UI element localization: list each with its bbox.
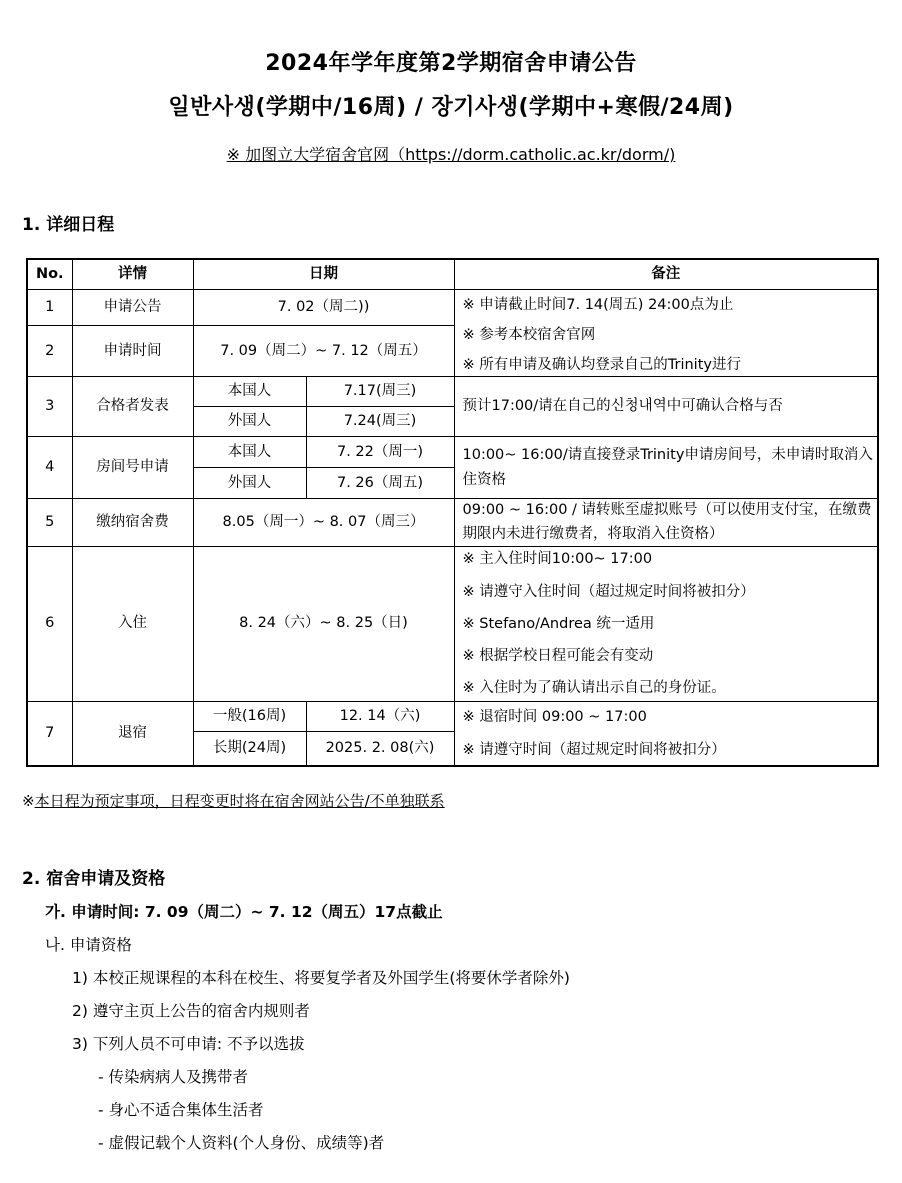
eligibility-item: 1) 本校正规课程的本科在校生、将要复学者及外国学生(将要休学者除外)	[72, 969, 570, 987]
row-date: 2025. 2. 08(六)	[306, 731, 454, 766]
row-no: 2	[27, 326, 72, 377]
notice-subtitle-categories: 일반사생(学期中/16周) / 장기사생(学期中+寒假/24周)	[168, 95, 734, 120]
row-no: 7	[27, 701, 72, 766]
row-note: ※ 退宿时间 09:00 ~ 17:00 ※ 请遵守时间（超过规定时间将被扣分）	[454, 701, 878, 766]
col-header-detail: 详情	[72, 259, 193, 290]
row-no: 4	[27, 437, 72, 499]
row-note: 预计17:00/请在自己的신청내역中可确认合格与否	[454, 377, 878, 437]
col-header-no: No.	[27, 259, 72, 290]
exclusion-item: - 身心不适合集体生活者	[98, 1101, 264, 1119]
row-date: 7.17(周三)	[306, 377, 454, 407]
row-subcategory: 外国人	[193, 468, 306, 499]
row-detail: 缴纳宿舍费	[72, 499, 193, 546]
table-row	[27, 546, 878, 701]
row-no: 3	[27, 377, 72, 437]
row-subcategory: 外国人	[193, 407, 306, 437]
row-date: 7. 09（周二）~ 7. 12（周五）	[193, 326, 454, 377]
eligibility-item: 3) 下列人员不可申请: 不予以选拔	[72, 1035, 305, 1053]
row-note: 09:00 ~ 16:00 / 请转账至虚拟账号（可以使用支付宝，在缴费期限内未进行缴费者，将取消入住资格）	[454, 499, 878, 546]
row-subcategory: 一般(16周)	[193, 701, 306, 731]
table-row	[27, 290, 878, 326]
footnote-text: 本日程为预定事项，日程变更时将在宿舍网站公告/不单独联系	[34, 792, 445, 810]
application-period: 가. 申请时间: 7. 09（周二）~ 7. 12（周五）17点截止	[45, 903, 443, 921]
schedule-footnote	[22, 790, 445, 811]
row-detail: 入住	[72, 546, 193, 701]
exclusion-item: - 虚假记载个人资料(个人身份、成绩等)者	[98, 1134, 385, 1152]
row-note: ※ 申请截止时间7. 14(周五) 24:00点为止 ※ 参考本校宿舍官网 ※ 所有申请及确认均登录自己的Trinity进行	[454, 290, 878, 377]
dorm-website-link[interactable]: ※ 加图立大学宿舍官网（https://dorm.catholic.ac.kr/dorm/)	[226, 145, 676, 164]
row-detail: 房间号申请	[72, 437, 193, 499]
row-date: 12. 14（六)	[306, 701, 454, 731]
row-no: 1	[27, 290, 72, 326]
row-date: 7.24(周三)	[306, 407, 454, 437]
table-row	[27, 437, 878, 468]
row-no: 5	[27, 499, 72, 546]
col-header-note: 备注	[454, 259, 878, 290]
eligibility-heading: 나. 申请资格	[45, 936, 132, 954]
row-detail: 申请时间	[72, 326, 193, 377]
table-row	[27, 499, 878, 546]
row-no: 6	[27, 546, 72, 701]
row-date: 8.05（周一）~ 8. 07（周三）	[193, 499, 454, 546]
table-row	[27, 377, 878, 407]
row-date: 7. 02（周二))	[193, 290, 454, 326]
schedule-table	[26, 258, 879, 767]
eligibility-item: 2) 遵守主页上公告的宿舍内规则者	[72, 1002, 310, 1020]
row-subcategory: 长期(24周)	[193, 731, 306, 766]
row-date: 8. 24（六）~ 8. 25（日)	[193, 546, 454, 701]
row-date: 7. 26（周五)	[306, 468, 454, 499]
row-detail: 合格者发表	[72, 377, 193, 437]
row-subcategory: 本国人	[193, 437, 306, 468]
row-note: 10:00~ 16:00/请直接登录Trinity申请房间号，未申请时取消入住资格	[454, 437, 878, 499]
row-detail: 退宿	[72, 701, 193, 766]
table-row	[27, 701, 878, 731]
notice-title: 2024年学年度第2学期宿舍申请公告	[265, 51, 637, 76]
row-detail: 申请公告	[72, 290, 193, 326]
col-header-date: 日期	[193, 259, 454, 290]
section2-heading: 2. 宿舍申请及资格	[22, 869, 166, 889]
section1-heading: 1. 详细日程	[22, 215, 115, 235]
footnote-mark: ※	[22, 792, 35, 810]
row-date: 7. 22（周一)	[306, 437, 454, 468]
row-note: ※ 主入住时间10:00~ 17:00 ※ 请遵守入住时间（超过规定时间将被扣分） ※ Stefano/Andrea 统一适用 ※ 根据学校日程可能会有变动 ※ 入住时为了确认请出示自己的身份证。	[454, 546, 878, 701]
exclusion-item: - 传染病病人及携带者	[98, 1068, 249, 1086]
row-subcategory: 本国人	[193, 377, 306, 407]
